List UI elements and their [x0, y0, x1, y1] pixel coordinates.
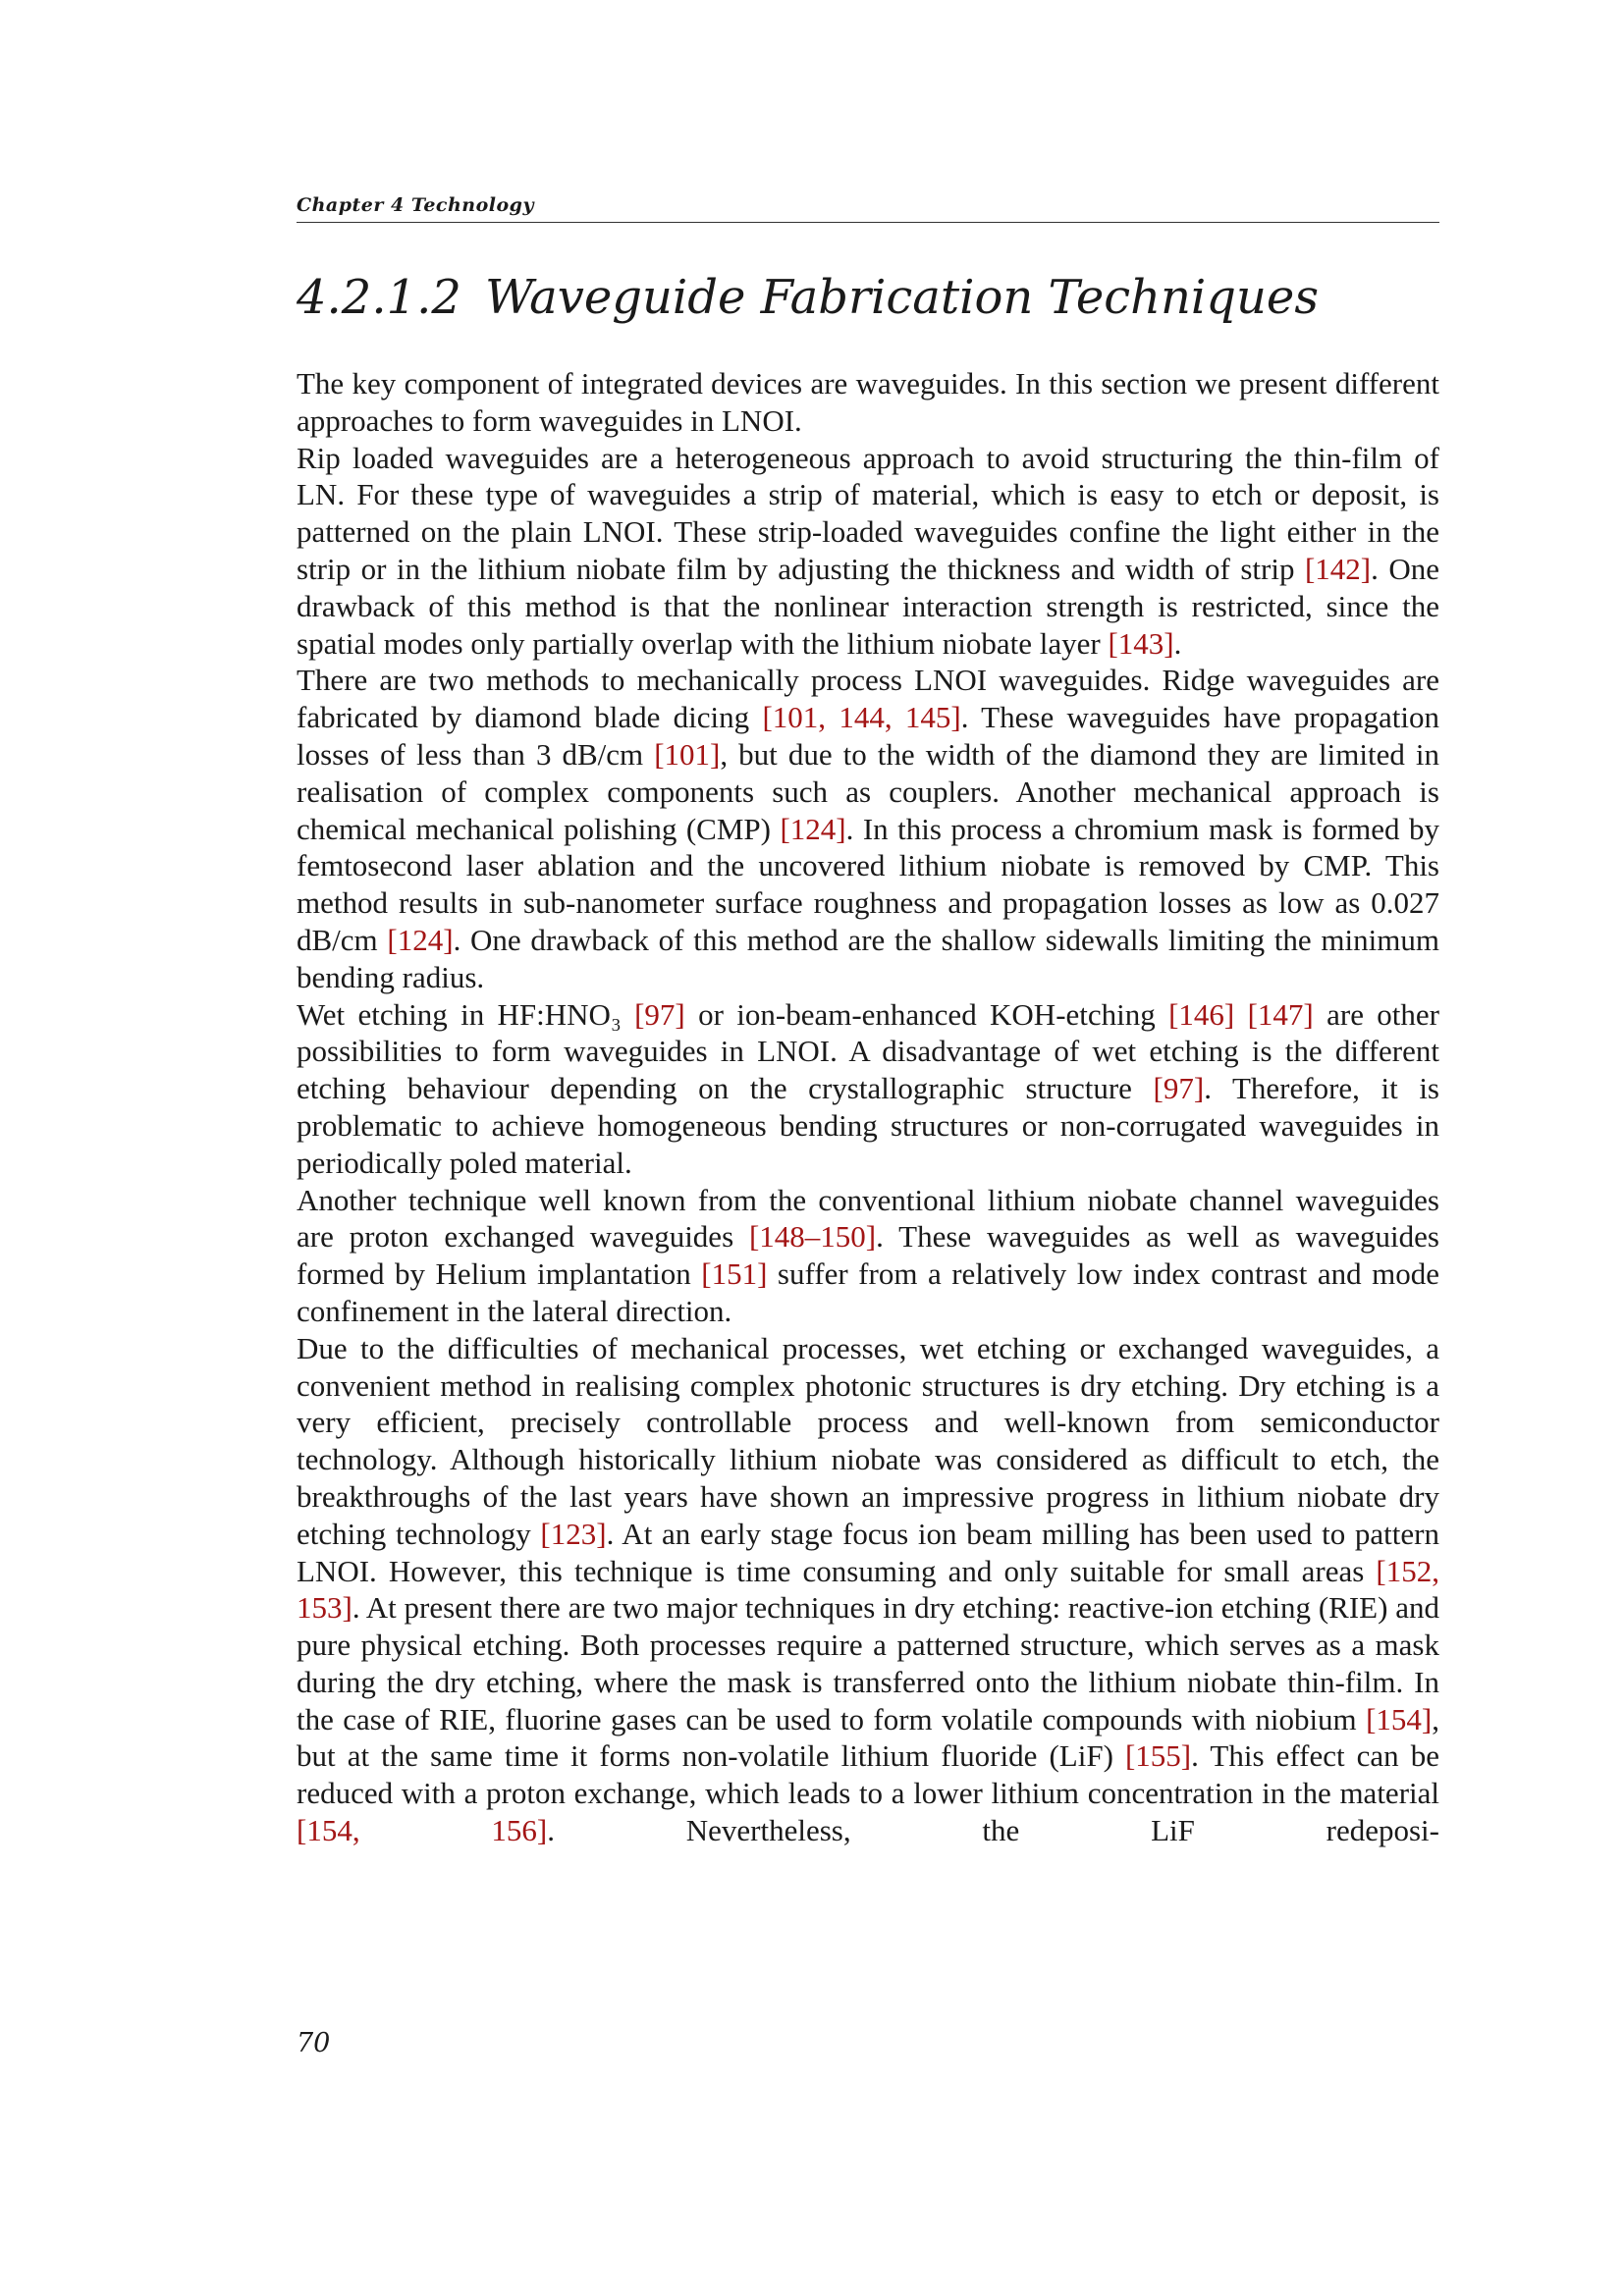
chapter-label: Chapter 4 Technology — [297, 194, 534, 216]
paragraph — [297, 365, 1439, 440]
paragraph-text: The key component of integrated devices are waveguides. In this section we present different approaches to form waveguides in LNOI. — [297, 366, 1439, 438]
citation-link[interactable]: [143] — [1108, 625, 1174, 661]
paragraph — [297, 440, 1439, 663]
citation-link[interactable]: [147] — [1247, 996, 1314, 1032]
paragraph — [297, 996, 1439, 1182]
citation-link[interactable]: [154, 156] — [297, 1813, 548, 1848]
citation-link[interactable]: [124] — [780, 811, 846, 846]
citation-link[interactable]: [97] — [1153, 1071, 1205, 1106]
citation-link[interactable]: [101] — [654, 736, 721, 772]
citation-link[interactable]: [123] — [540, 1516, 607, 1551]
citation-link[interactable]: [148–150] — [748, 1219, 877, 1255]
citation-link[interactable]: [152, 153] — [297, 1553, 1439, 1626]
paragraph-text: Another technique well known from the conventional lithium niobate channel waveguides are proton exchanged waveguides — [297, 1182, 1439, 1255]
paragraph-text: , but at the same time it forms non-volatile lithium fluoride (LiF) — [297, 1701, 1439, 1774]
citation-link[interactable]: [101, 144, 145] — [762, 700, 961, 735]
citation-link[interactable]: [154] — [1366, 1701, 1433, 1736]
paragraph-text: . One drawback of this method are the shallow sidewalls limiting the minimum bending radius. — [297, 922, 1439, 994]
paragraph-text: . — [1173, 625, 1182, 661]
citation-link[interactable]: [155] — [1124, 1738, 1192, 1774]
page-number: 70 — [297, 2028, 331, 2058]
paragraph-text: . At present there are two major techniques in dry etching: reactive-ion etching (RIE) and pure physical etching. Both processes require a patterned structure, which serves as a mask during the dry etching, where the mask is transferred onto the lithium niobate thin-film. In the case of RIE, fluorine gases can be used to form volatile compounds with niobium — [297, 1590, 1439, 1736]
citation-link[interactable]: [124] — [387, 922, 454, 957]
paragraph-text: . One drawback of this method is that the nonlinear interaction strength is restricted, since the spatial modes only partially overlap with the lithium niobate layer — [297, 551, 1439, 661]
running-header — [297, 192, 1439, 223]
paragraph-text: Wet etching in HF:HNO₃ — [297, 996, 635, 1032]
paragraph-text: are other possibilities to form waveguides in LNOI. A disadvantage of wet etching is the different etching behaviour depending on the crystallographic structure — [297, 996, 1439, 1106]
paragraph-text — [1234, 997, 1247, 1032]
paragraph-text: . Nevertheless, the LiF redeposi- — [547, 1813, 1439, 1848]
section-title: Waveguide Fabrication Techniques — [484, 270, 1319, 325]
paragraph-text: . These waveguides have propagation losses of less than 3 dB/cm — [297, 700, 1439, 772]
paragraph — [297, 1330, 1439, 1849]
paragraph-text: There are two methods to mechanically process LNOI waveguides. Ridge waveguides are fabricated by diamond blade dicing — [297, 663, 1439, 735]
citation-link[interactable]: [151] — [701, 1256, 768, 1292]
paragraph-text: . At an early stage focus ion beam milling has been used to pattern LNOI. However, this technique is time consuming and only suitable for small areas — [297, 1516, 1439, 1588]
paragraph — [297, 662, 1439, 995]
section-heading — [297, 263, 1439, 342]
section-number: 4.2.1.2 — [297, 270, 461, 325]
citation-link[interactable]: [142] — [1304, 551, 1372, 586]
paragraph-text: suffer from a relatively low index contrast and mode confinement in the lateral direction. — [297, 1256, 1439, 1328]
paragraph — [297, 1182, 1439, 1330]
paragraph-text: or ion-beam-enhanced KOH-etching — [684, 996, 1169, 1032]
paragraph-text: . This effect can be reduced with a proton exchange, which leads to a lower lithium concentration in the material — [297, 1738, 1440, 1811]
paragraph-text: . In this process a chromium mask is formed by femtosecond laser ablation and the uncovered lithium niobate is removed by CMP. This method results in sub-nanometer surface roughness and propagation losses as low as 0.027 dB/cm — [297, 811, 1439, 957]
paragraph-text: . Therefore, it is problematic to achieve homogeneous bending structures or non-corrugated waveguides in periodically poled material. — [297, 1071, 1439, 1180]
paragraph-text: Due to the difficulties of mechanical processes, wet etching or exchanged waveguides, a convenient method in realising complex photonic structures is dry etching. Dry etching is a very efficient, precisely controllable process and well-known from semiconductor technology. Although historically lithium niobate was considered as difficult to etch, the breakthroughs of the last years have shown an impressive progress in lithium niobate dry etching technology — [297, 1330, 1439, 1551]
paragraph-text: , but due to the width of the diamond they are limited in realisation of complex components such as couplers. Another mechanical approach is chemical mechanical polishing (CMP) — [297, 736, 1439, 846]
paragraph-text: Rip loaded waveguides are a heterogeneous approach to avoid structuring the thin-film of LN. For these type of waveguides a strip of material, which is easy to etch or deposit, is patterned on the plain LNOI. These strip-loaded waveguides confine the light either in the strip or in the lithium niobate film by adjusting the thickness and width of strip — [297, 440, 1439, 586]
citation-link[interactable]: [97] — [634, 996, 685, 1032]
paragraph-text: . These waveguides as well as waveguides formed by Helium implantation — [297, 1219, 1439, 1292]
citation-link[interactable]: [146] — [1168, 996, 1235, 1032]
body-text — [297, 365, 1439, 1849]
